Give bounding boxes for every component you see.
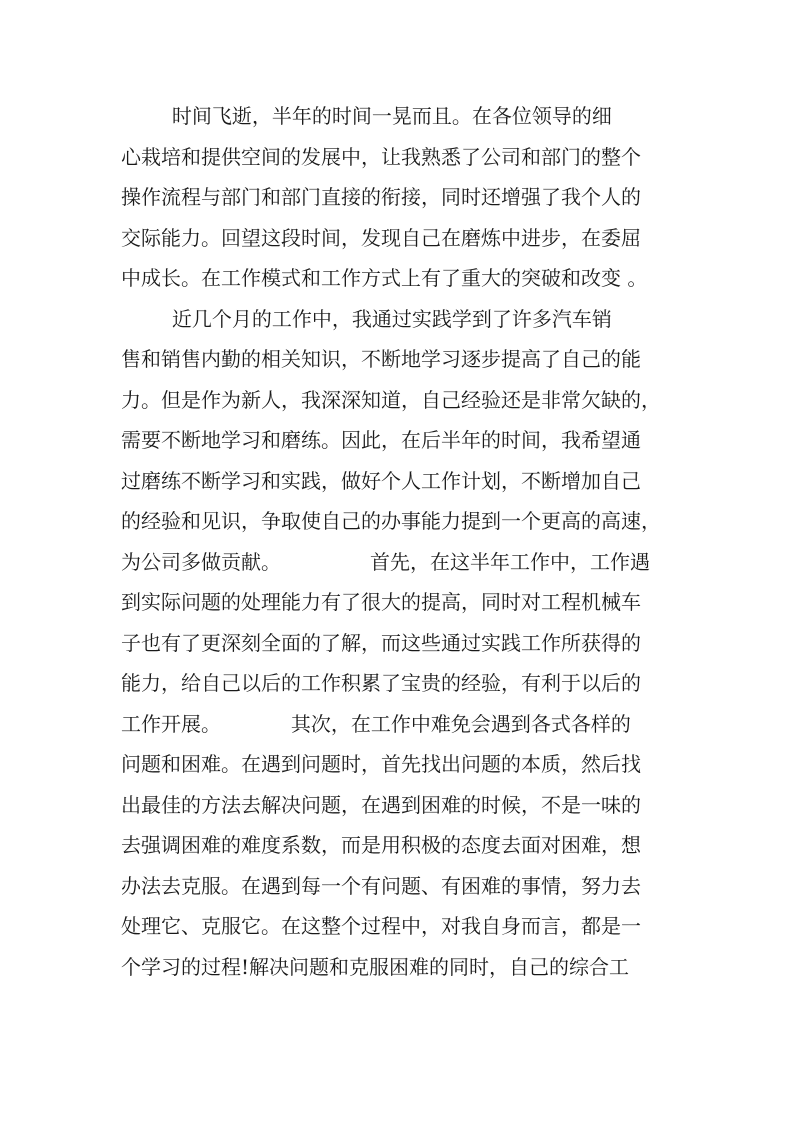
text-line: 时间飞逝，半年的时间一晃而且。在各位领导的细 [121,104,612,128]
text-line: 过磨练不断学习和实践，做好个人工作计划，不断增加自己 [121,468,641,493]
text-line: 出最佳的方法去解决问题，在遇到困难的时候，不是一味的 [121,792,641,817]
text-line: 到实际问题的处理能力有了很大的提高，同时对工程机械车 [121,590,641,614]
text-line: 的经验和见识，争取使自己的办事能力提到一个更高的高速， [121,509,661,533]
text-line: 工作开展。 其次，在工作中难免会遇到各式各样的 [121,711,631,736]
text-line: 近几个月的工作中，我通过实践学到了许多汽车销 [121,306,612,331]
text-line: 为公司多做贡献。 首先，在这半年工作中，工作遇 [121,549,651,574]
text-line: 需要不断地学习和磨练。因此，在后半年的时间，我希望通 [121,428,641,452]
text-line: 去强调困难的难度系数，而是用积极的态度去面对困难，想 [121,833,641,857]
text-line: 个学习的过程!解决问题和克服困难的同时，自己的综合工 [121,954,630,979]
text-line: 心栽培和提供空间的发展中，让我熟悉了公司和部门的整个 [121,144,641,169]
body-text [121,96,681,987]
text-line: 问题和困难。在遇到问题时，首先找出问题的本质，然后找 [121,752,641,776]
text-line: 子也有了更深刻全面的了解，而这些通过实践工作所获得的 [121,630,641,655]
text-line: 中成长。在工作模式和工作方式上有了重大的突破和改变 。 [121,266,648,290]
text-line: 售和销售内勤的相关知识，不断地学习逐步提高了自己的能 [121,347,641,371]
text-line: 力。但是作为新人，我深深知道，自己经验还是非常欠缺的， [121,387,661,412]
text-line: 处理它、克服它。在这整个过程中，对我自身而言，都是一 [121,914,641,938]
text-line: 操作流程与部门和部门直接的衔接，同时还增强了我个人的 [121,185,641,209]
text-line: 办法去克服。在遇到每一个有问题、有困难的事情，努力去 [121,873,641,898]
text-line: 能力，给自己以后的工作积累了宝贵的经验，有利于以后的 [121,671,641,695]
text-line: 交际能力。回望这段时间，发现自己在磨炼中进步，在委屈 [121,225,641,250]
